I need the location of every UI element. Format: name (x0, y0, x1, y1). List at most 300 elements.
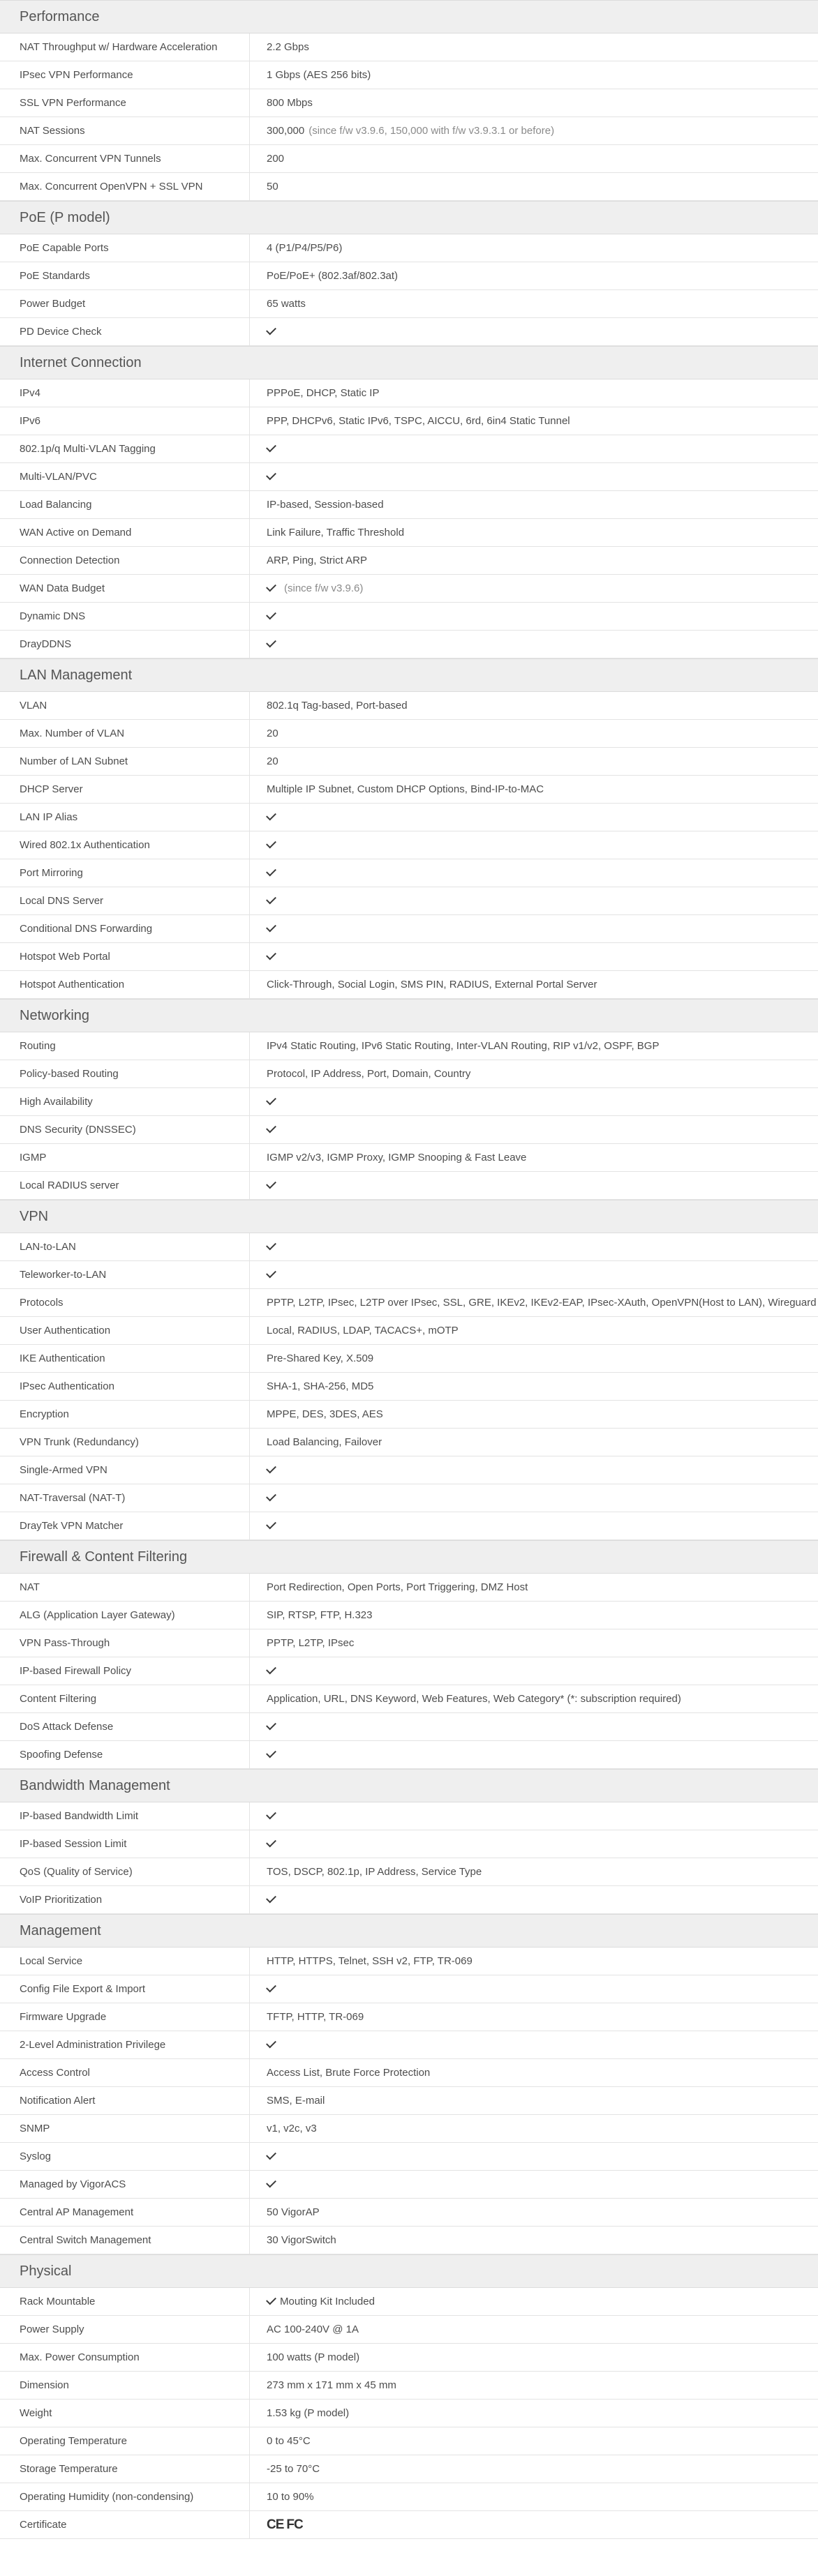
spec-row (0, 1144, 818, 1172)
spec-row (0, 1060, 818, 1088)
checkmark-icon (266, 2038, 276, 2049)
spec-row (0, 2087, 818, 2115)
spec-value (250, 1830, 818, 1858)
spec-label: SNMP (0, 2115, 250, 2142)
spec-value-text: IPv4 Static Routing, IPv6 Static Routing, Inter-VLAN Routing, RIP v1/v2, OSPF, BGP (267, 1040, 660, 1052)
spec-section (0, 1914, 818, 2254)
checkmark-icon (266, 838, 276, 849)
spec-section (0, 1769, 818, 1914)
checkmark-icon (266, 1893, 276, 1904)
spec-label: PD Device Check (0, 318, 250, 345)
spec-label: Single-Armed VPN (0, 1456, 250, 1484)
spec-value (250, 2455, 818, 2483)
spec-row (0, 1802, 818, 1830)
spec-value-text: 1 Gbps (AES 256 bits) (267, 69, 371, 81)
checkmark-icon (266, 1837, 276, 1848)
spec-value-text: PPTP, L2TP, IPsec (267, 1637, 355, 1649)
spec-label: Port Mirroring (0, 859, 250, 887)
spec-section (0, 1200, 818, 1540)
spec-label: VLAN (0, 692, 250, 719)
spec-value (250, 2003, 818, 2031)
spec-value (250, 1574, 818, 1601)
spec-label: Local RADIUS server (0, 1172, 250, 1199)
spec-label: Load Balancing (0, 491, 250, 518)
spec-value (250, 1289, 818, 1316)
spec-label: Managed by VigorACS (0, 2171, 250, 2198)
spec-row (0, 1975, 818, 2003)
spec-value-text: PPPoE, DHCP, Static IP (267, 387, 380, 399)
spec-label: DrayDDNS (0, 631, 250, 658)
spec-label: Firmware Upgrade (0, 2003, 250, 2031)
spec-value (250, 1886, 818, 1913)
section-header: PoE (P model) (0, 201, 818, 234)
spec-value-text: 4 (P1/P4/P5/P6) (267, 242, 343, 254)
spec-label: Operating Temperature (0, 2427, 250, 2455)
spec-value (250, 2344, 818, 2371)
spec-row (0, 692, 818, 720)
spec-row (0, 1373, 818, 1401)
spec-row (0, 407, 818, 435)
spec-label: IGMP (0, 1144, 250, 1171)
spec-value (250, 575, 818, 602)
spec-row (0, 1657, 818, 1685)
spec-row (0, 145, 818, 173)
spec-label: PoE Capable Ports (0, 234, 250, 262)
spec-row (0, 2003, 818, 2031)
spec-row (0, 2372, 818, 2400)
spec-value (250, 1975, 818, 2003)
spec-value-text: Pre-Shared Key, X.509 (267, 1353, 374, 1364)
checkmark-icon (266, 2178, 276, 2188)
spec-label: Max. Concurrent VPN Tunnels (0, 145, 250, 172)
spec-value (250, 2288, 818, 2315)
checkmark-icon (266, 470, 276, 481)
spec-value (250, 2427, 818, 2455)
spec-row (0, 1830, 818, 1858)
spec-value (250, 1116, 818, 1143)
spec-label: WAN Active on Demand (0, 519, 250, 546)
spec-label: User Authentication (0, 1317, 250, 1344)
spec-row (0, 804, 818, 831)
spec-value-text: 50 VigorAP (267, 2206, 320, 2218)
spec-value-text: SHA-1, SHA-256, MD5 (267, 1380, 374, 1392)
spec-row (0, 234, 818, 262)
spec-value-text: PPP, DHCPv6, Static IPv6, TSPC, AICCU, 6rd, 6in4 Static Tunnel (267, 415, 570, 427)
spec-row (0, 2059, 818, 2087)
spec-value-text: v1, v2c, v3 (267, 2123, 317, 2134)
spec-value (250, 2031, 818, 2058)
spec-label: IPsec Authentication (0, 1373, 250, 1400)
spec-label: NAT (0, 1574, 250, 1601)
spec-label: Wired 802.1x Authentication (0, 831, 250, 859)
spec-value (250, 692, 818, 719)
spec-value (250, 1345, 818, 1372)
spec-label: Routing (0, 1032, 250, 1060)
spec-value (250, 318, 818, 345)
spec-value-text: Protocol, IP Address, Port, Domain, Country (267, 1068, 471, 1080)
spec-value (250, 943, 818, 970)
spec-label: Protocols (0, 1289, 250, 1316)
spec-value (250, 1088, 818, 1115)
spec-label: Number of LAN Subnet (0, 748, 250, 775)
spec-value (250, 1512, 818, 1539)
spec-value (250, 435, 818, 462)
spec-label: IP-based Session Limit (0, 1830, 250, 1858)
section-header: VPN (0, 1200, 818, 1233)
spec-value (250, 2171, 818, 2198)
spec-value-text: Mouting Kit Included (280, 2296, 375, 2307)
checkmark-icon (266, 1519, 276, 1530)
spec-value (250, 720, 818, 747)
spec-label: Local Service (0, 1948, 250, 1975)
spec-label: NAT-Traversal (NAT-T) (0, 1484, 250, 1512)
spec-row (0, 519, 818, 547)
spec-label: IKE Authentication (0, 1345, 250, 1372)
spec-value-text: Click-Through, Social Login, SMS PIN, RADIUS, External Portal Server (267, 979, 597, 991)
spec-label: Multi-VLAN/PVC (0, 463, 250, 490)
spec-row (0, 748, 818, 776)
spec-value (250, 491, 818, 518)
spec-row (0, 1317, 818, 1345)
spec-value (250, 1261, 818, 1288)
spec-row (0, 2227, 818, 2254)
spec-value (250, 1713, 818, 1740)
spec-label: DoS Attack Defense (0, 1713, 250, 1740)
checkmark-icon (266, 894, 276, 905)
spec-row (0, 943, 818, 971)
spec-row (0, 1713, 818, 1741)
spec-value (250, 1685, 818, 1712)
spec-value (250, 1629, 818, 1657)
spec-row (0, 887, 818, 915)
spec-label: Weight (0, 2400, 250, 2427)
spec-value-text: PPTP, L2TP, IPsec, L2TP over IPsec, SSL, GRE, IKEv2, IKEv2-EAP, IPsec-XAuth, OpenVPN(Host to LAN), Wireguard (267, 1297, 817, 1309)
spec-row (0, 915, 818, 943)
spec-value-text: 10 to 90% (267, 2491, 314, 2503)
spec-value (250, 2511, 818, 2538)
spec-value-text: Application, URL, DNS Keyword, Web Features, Web Category* (*: subscription required) (267, 1693, 681, 1705)
spec-label: Storage Temperature (0, 2455, 250, 2483)
spec-row (0, 2031, 818, 2059)
section-header: Management (0, 1914, 818, 1948)
spec-value (250, 2143, 818, 2170)
spec-row (0, 575, 818, 603)
spec-note: (since f/w v3.9.6, 150,000 with f/w v3.9.3.1 or before) (308, 125, 555, 137)
spec-value-text: 802.1q Tag-based, Port-based (267, 700, 408, 711)
spec-value-text: 300,000 (267, 125, 305, 137)
checkmark-icon (266, 1463, 276, 1474)
spec-value (250, 2087, 818, 2114)
spec-value-text: 200 (267, 153, 285, 165)
checkmark-icon (266, 2295, 276, 2305)
spec-label: Operating Humidity (non-condensing) (0, 2483, 250, 2510)
spec-label: Connection Detection (0, 547, 250, 574)
checkmark-icon (266, 1491, 276, 1502)
spec-row (0, 1629, 818, 1657)
spec-value (250, 117, 818, 144)
spec-row (0, 463, 818, 491)
spec-label: ALG (Application Layer Gateway) (0, 1602, 250, 1629)
spec-row (0, 290, 818, 318)
spec-value (250, 1233, 818, 1260)
checkmark-icon (266, 1720, 276, 1731)
spec-row (0, 1484, 818, 1512)
spec-row (0, 491, 818, 519)
spec-row (0, 1602, 818, 1629)
spec-value (250, 379, 818, 407)
spec-value (250, 2483, 818, 2510)
spec-value-text: 65 watts (267, 298, 306, 310)
spec-row (0, 173, 818, 201)
spec-label: Central AP Management (0, 2199, 250, 2226)
spec-value-text: SIP, RTSP, FTP, H.323 (267, 1609, 373, 1621)
spec-value (250, 1858, 818, 1885)
spec-row (0, 859, 818, 887)
spec-section (0, 2254, 818, 2539)
spec-value (250, 1802, 818, 1830)
spec-value-text: 800 Mbps (267, 97, 313, 109)
spec-value (250, 1060, 818, 1087)
spec-label: VPN Pass-Through (0, 1629, 250, 1657)
spec-label: VPN Trunk (Redundancy) (0, 1429, 250, 1456)
spec-value (250, 2059, 818, 2086)
spec-value-text: 20 (267, 755, 278, 767)
spec-label: IPv6 (0, 407, 250, 435)
spec-row (0, 2483, 818, 2511)
spec-value (250, 290, 818, 317)
spec-section (0, 1540, 818, 1769)
spec-row (0, 2288, 818, 2316)
spec-row (0, 1574, 818, 1602)
spec-value (250, 519, 818, 546)
checkmark-icon (266, 866, 276, 877)
spec-label: IP-based Bandwidth Limit (0, 1802, 250, 1830)
spec-value-text: Link Failure, Traffic Threshold (267, 527, 405, 538)
spec-value (250, 262, 818, 289)
spec-row (0, 2511, 818, 2539)
spec-value (250, 1948, 818, 1975)
checkmark-icon (266, 442, 276, 453)
spec-label: NAT Sessions (0, 117, 250, 144)
spec-row (0, 1456, 818, 1484)
checkmark-icon (266, 610, 276, 620)
spec-value (250, 1456, 818, 1484)
spec-label: Max. Number of VLAN (0, 720, 250, 747)
checkmark-icon (266, 811, 276, 821)
spec-value-text: Multiple IP Subnet, Custom DHCP Options, Bind-IP-to-MAC (267, 783, 544, 795)
checkmark-icon (266, 1809, 276, 1820)
spec-label: Power Supply (0, 2316, 250, 2343)
spec-label: High Availability (0, 1088, 250, 1115)
spec-section (0, 999, 818, 1200)
spec-value-text: Local, RADIUS, LDAP, TACACS+, mOTP (267, 1325, 459, 1336)
spec-value (250, 33, 818, 61)
spec-value (250, 1401, 818, 1428)
spec-label: LAN IP Alias (0, 804, 250, 831)
spec-value (250, 407, 818, 435)
spec-row (0, 2171, 818, 2199)
spec-row (0, 1345, 818, 1373)
spec-label: DrayTek VPN Matcher (0, 1512, 250, 1539)
spec-row (0, 1172, 818, 1200)
spec-value (250, 463, 818, 490)
section-header: Performance (0, 0, 818, 33)
spec-value-text: 30 VigorSwitch (267, 2234, 336, 2246)
spec-value (250, 1657, 818, 1685)
checkmark-icon (266, 2150, 276, 2160)
spec-value (250, 1172, 818, 1199)
spec-value (250, 748, 818, 775)
spec-label: Config File Export & Import (0, 1975, 250, 2003)
spec-label: Access Control (0, 2059, 250, 2086)
spec-value (250, 145, 818, 172)
spec-row (0, 117, 818, 145)
checkmark-icon (266, 1179, 276, 1189)
spec-row (0, 776, 818, 804)
spec-label: Conditional DNS Forwarding (0, 915, 250, 942)
spec-label: Certificate (0, 2511, 250, 2538)
spec-row (0, 631, 818, 658)
spec-row (0, 1741, 818, 1769)
spec-label: NAT Throughput w/ Hardware Acceleration (0, 33, 250, 61)
checkmark-icon (266, 1240, 276, 1251)
spec-value-text: IGMP v2/v3, IGMP Proxy, IGMP Snooping & Fast Leave (267, 1152, 527, 1163)
spec-label: IPsec VPN Performance (0, 61, 250, 89)
spec-row (0, 2199, 818, 2227)
spec-value-text: Load Balancing, Failover (267, 1436, 382, 1448)
certification-mark: FC (286, 2517, 303, 2532)
spec-value-text: PoE/PoE+ (802.3af/802.3at) (267, 270, 399, 282)
spec-value (250, 2227, 818, 2254)
section-header: Firewall & Content Filtering (0, 1540, 818, 1574)
spec-row (0, 1685, 818, 1713)
spec-value (250, 1032, 818, 1060)
spec-value (250, 887, 818, 914)
spec-label: Dimension (0, 2372, 250, 2399)
checkmark-icon (266, 638, 276, 648)
spec-label: Encryption (0, 1401, 250, 1428)
spec-section (0, 346, 818, 658)
spec-value (250, 971, 818, 998)
spec-value (250, 831, 818, 859)
spec-row (0, 1401, 818, 1429)
spec-value (250, 1373, 818, 1400)
spec-label: Local DNS Server (0, 887, 250, 914)
spec-row (0, 2427, 818, 2455)
spec-row (0, 1948, 818, 1975)
spec-label: Dynamic DNS (0, 603, 250, 630)
spec-value (250, 2372, 818, 2399)
spec-value-text: 0 to 45°C (267, 2435, 311, 2447)
spec-row (0, 318, 818, 346)
spec-value (250, 2316, 818, 2343)
section-header: Networking (0, 999, 818, 1032)
spec-value (250, 603, 818, 630)
spec-row (0, 33, 818, 61)
spec-label: Max. Concurrent OpenVPN + SSL VPN (0, 173, 250, 200)
spec-value-text: 20 (267, 728, 278, 739)
spec-value (250, 61, 818, 89)
spec-row (0, 2115, 818, 2143)
spec-label: Central Switch Management (0, 2227, 250, 2254)
spec-value (250, 1602, 818, 1629)
checkmark-icon (266, 922, 276, 933)
spec-label: WAN Data Budget (0, 575, 250, 602)
checkmark-icon (266, 582, 276, 592)
spec-value-text: Access List, Brute Force Protection (267, 2067, 431, 2079)
spec-value-text: SMS, E-mail (267, 2095, 325, 2107)
spec-row (0, 89, 818, 117)
spec-value-text: 50 (267, 181, 278, 193)
checkmark-icon (266, 950, 276, 961)
spec-value (250, 173, 818, 200)
section-header: LAN Management (0, 658, 818, 692)
spec-value-text: AC 100-240V @ 1A (267, 2323, 359, 2335)
spec-label: PoE Standards (0, 262, 250, 289)
spec-value (250, 776, 818, 803)
spec-row (0, 1858, 818, 1886)
spec-value-text: 273 mm x 171 mm x 45 mm (267, 2379, 396, 2391)
spec-row (0, 1429, 818, 1456)
spec-value-text: TFTP, HTTP, TR-069 (267, 2011, 364, 2023)
spec-value (250, 2400, 818, 2427)
spec-label: Teleworker-to-LAN (0, 1261, 250, 1288)
spec-label: LAN-to-LAN (0, 1233, 250, 1260)
spec-section (0, 658, 818, 999)
spec-value (250, 1741, 818, 1768)
spec-row (0, 262, 818, 290)
spec-label: DNS Security (DNSSEC) (0, 1116, 250, 1143)
spec-row (0, 1289, 818, 1317)
checkmark-icon (266, 1123, 276, 1133)
spec-value (250, 547, 818, 574)
spec-value-text: 100 watts (P model) (267, 2351, 360, 2363)
spec-label: Notification Alert (0, 2087, 250, 2114)
spec-section (0, 0, 818, 201)
spec-value-text: IP-based, Session-based (267, 499, 384, 511)
spec-label: Policy-based Routing (0, 1060, 250, 1087)
spec-row (0, 1088, 818, 1116)
spec-label: VoIP Prioritization (0, 1886, 250, 1913)
spec-value (250, 804, 818, 831)
spec-value-text: 2.2 Gbps (267, 41, 309, 53)
spec-row (0, 61, 818, 89)
spec-value (250, 631, 818, 658)
spec-row (0, 2400, 818, 2427)
spec-row (0, 720, 818, 748)
spec-label: Spoofing Defense (0, 1741, 250, 1768)
spec-label: Content Filtering (0, 1685, 250, 1712)
spec-label: 2-Level Administration Privilege (0, 2031, 250, 2058)
spec-value (250, 1144, 818, 1171)
spec-value-text: TOS, DSCP, 802.1p, IP Address, Service Type (267, 1866, 482, 1878)
spec-row (0, 435, 818, 463)
spec-label: IPv4 (0, 379, 250, 407)
spec-row (0, 2316, 818, 2344)
spec-value-text: -25 to 70°C (267, 2463, 320, 2475)
spec-label: Hotspot Web Portal (0, 943, 250, 970)
section-header: Bandwidth Management (0, 1769, 818, 1802)
spec-value (250, 2115, 818, 2142)
spec-value-text: Port Redirection, Open Ports, Port Triggering, DMZ Host (267, 1581, 528, 1593)
spec-row (0, 1032, 818, 1060)
spec-value (250, 859, 818, 887)
spec-value-text: MPPE, DES, 3DES, AES (267, 1408, 383, 1420)
section-header: Physical (0, 2254, 818, 2288)
spec-value (250, 234, 818, 262)
spec-label: SSL VPN Performance (0, 89, 250, 116)
checkmark-icon (266, 1982, 276, 1993)
